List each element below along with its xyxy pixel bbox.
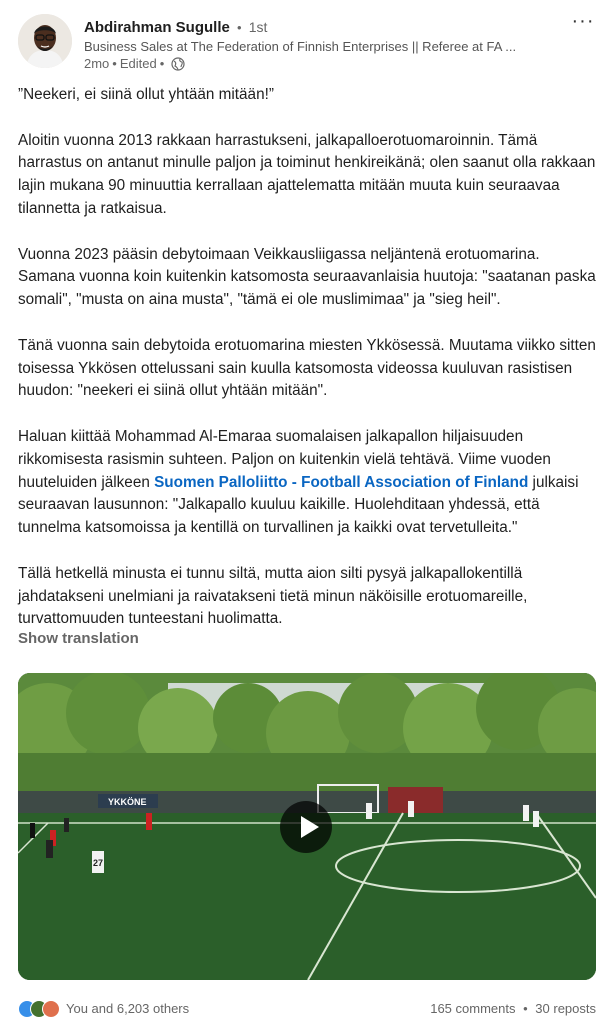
author-name-row [84, 17, 267, 38]
post-body [18, 84, 596, 654]
separator: • [159, 56, 165, 71]
edited-label: Edited [119, 56, 157, 71]
show-translation-button[interactable]: Show translation [18, 630, 139, 647]
post-paragraph [18, 426, 596, 540]
play-icon[interactable] [280, 801, 332, 853]
avatar[interactable] [18, 14, 72, 68]
paragraph-text: Haluan kiittää Mohammad Al-Emaraa suomalaisen jalkapallon hiljaisuuden rikkomisesta rasismin suhteen. Paljon on kuitenkin vielä tehtävä. Viime vuoden huuteluiden jälkeen [18, 427, 551, 491]
post-paragraph: Tänä vuonna sain debytoida erotuomarina miesten Ykkösessä. Muutama viikko sitten toisessa Ykkösen ottelussani sain kuulla katsomosta videossa kuuluvan rasistisen huudon: "neekeri ei siinä ollut yhtään mitään". [18, 336, 596, 400]
engagement-counts [430, 1001, 596, 1016]
video-player[interactable] [18, 673, 596, 980]
post-time: 2mo [84, 56, 110, 71]
reactions-icons[interactable] [18, 1000, 64, 1018]
post-paragraph: ”Neekeri, ei siinä ollut yhtään mitään!” [18, 86, 274, 103]
social-counts-bar [18, 998, 596, 1022]
separator: • [523, 1001, 528, 1016]
author-name[interactable]: Abdirahman Sugulle [84, 19, 230, 36]
post-paragraph: Tällä hetkellä minusta ei tunnu siltä, mutta aion silti pysyä jalkapallokentillä jahdatakseni unelmiani ja raivatakseni tietä minun näköisille erotuomareille, turvattomuuden tunteestani huolimatta. [18, 564, 528, 628]
post-meta [84, 55, 185, 72]
paragraph-text: julkaisi seuraavan lausunnon: "Jalkapallo kuuluu kaikille. Huolehditaan yhdessä, että tunnelma katsomoissa ja kentillä on turvallinen ja kaikki ovat tervetulleita." [18, 473, 579, 537]
ykkonen-banner: YKKÖNE [108, 797, 147, 807]
globe-icon [171, 57, 185, 71]
comments-count[interactable]: 165 comments [430, 1001, 516, 1016]
post-paragraph: Aloitin vuonna 2013 rakkaan harrastukseni, jalkapalloerotuomaroinnin. Tämä harrastus on antanut minulle paljon ja toiminut henkireikänä; olen saanut olla rakkaan lajin mukana 90 minuuttia kerrallaan ajattelematta mitään muuta kuin seuraavaa tilannetta ja ratkaisua. [18, 131, 596, 217]
author-headline: Business Sales at The Federation of Finnish Enterprises || Referee at FA ... [84, 39, 517, 54]
post-paragraph: Vuonna 2023 pääsin debytoimaan Veikkausliigassa neljäntenä erotuomarina. Samana vuonna koin kuitenkin katsomosta seuraavanlaisia huutoja: "saatanan paska somali", "musta on aina musta", "tämä ei ole muslimimaa" ja "sieg heil". [18, 245, 596, 309]
more-icon[interactable]: ··· [571, 10, 595, 32]
reposts-count[interactable]: 30 reposts [535, 1001, 596, 1016]
separator: • [112, 56, 117, 71]
separator: • [237, 20, 242, 35]
post-header [18, 10, 598, 74]
company-mention-link[interactable]: Suomen Palloliitto - Football Association of Finland [154, 473, 529, 491]
love-reaction-icon [42, 1000, 60, 1018]
player-number: 27 [93, 858, 104, 868]
connection-degree: 1st [248, 19, 268, 35]
reactions-count[interactable]: You and 6,203 others [66, 1001, 190, 1016]
